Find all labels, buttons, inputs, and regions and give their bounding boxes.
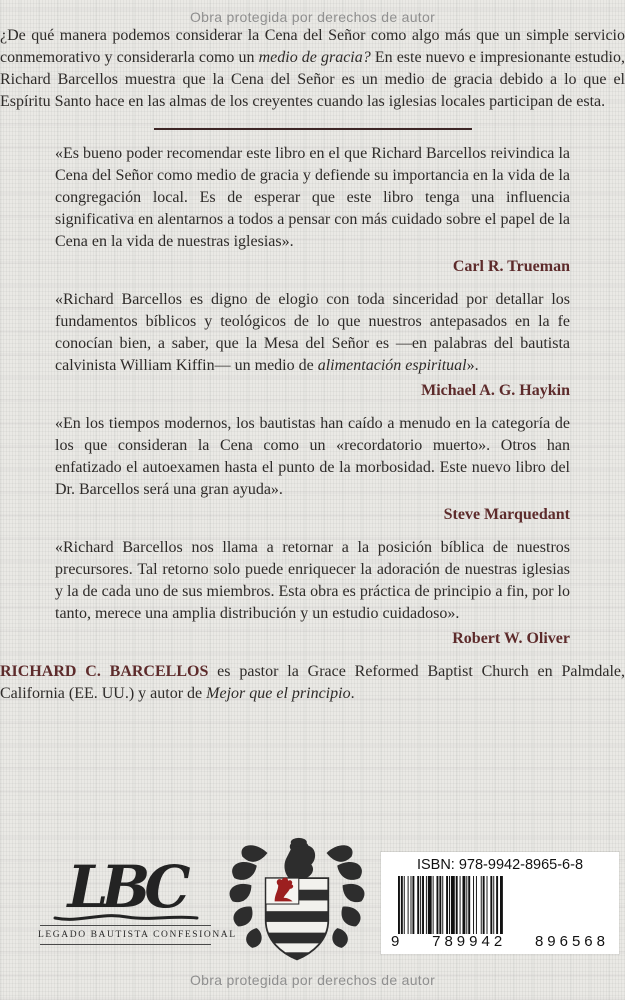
- quote-block-trueman: [55, 143, 570, 278]
- isbn-label: ISBN: 978-9942-8965-6-8: [416, 857, 584, 873]
- quote-block-haykin: [55, 289, 570, 402]
- author-bio: [0, 661, 625, 705]
- lbc-logo-letters: LBC: [67, 853, 184, 921]
- intro-run1: ¿De qué manera podemos considerar la Cena del Señor como algo más que un simple servicio conmemorativo y considerarla como un: [0, 27, 625, 66]
- quote-attribution: Robert W. Oliver: [452, 630, 570, 647]
- author-name: RICHARD C. BARCELLOS: [0, 663, 209, 680]
- barcode-digit-lead: 9: [391, 933, 404, 950]
- publisher-logo: [38, 853, 237, 947]
- barcode-digit-group1: 789942: [432, 933, 507, 950]
- barcode-digit-group2: 896568: [534, 933, 609, 950]
- bio-run1: es pastor la Grace Reformed Baptist Church en Palmdale, California (EE. UU.) y autor de: [0, 663, 625, 702]
- quote-attribution: Michael A. G. Haykin: [421, 382, 570, 399]
- intro-run2: En este nuevo e impresionante estudio, Richard Barcellos muestra que la Cena del Señor es un medio de gracia debido a lo que el Espíritu Santo hace en las almas de los creyentes cuando las iglesias locales participan de esta.: [0, 49, 625, 110]
- quote-run2: ».: [466, 357, 479, 374]
- quote-italic: alimentación espiritual: [317, 357, 467, 374]
- quote-attribution: Steve Marquedant: [443, 506, 570, 523]
- quote-text: [55, 289, 570, 377]
- quote-text: «En los tiempos modernos, los bautistas han caído a menudo en la categoría de los que consideran la Cena como un «recordatorio muerto». Otros han enfatizado el autoexamen hasta el punto de la morbosidad. Este nuevo libro del Dr. Barcellos será una gran ayuda».: [55, 415, 570, 498]
- coat-of-arms-icon: [221, 835, 373, 965]
- quote-block-marquedant: [55, 413, 570, 526]
- barcode-bars-icon: [398, 876, 602, 934]
- section-divider-rule: [154, 128, 472, 130]
- bio-run2: .: [350, 685, 355, 702]
- barcode-digits: [387, 933, 613, 950]
- barcode: [381, 852, 619, 954]
- intro-italic: medio de gracia?: [258, 49, 371, 66]
- quote-text: «Richard Barcellos nos llama a retornar a la posición bíblica de nuestros precursores. Tal retorno solo puede enriquecer la adoración de nuestras iglesias y la de cada uno de sus miembros. Esta obra es práctica de principio a fin, por lo tanto, merece una amplia distribución y un estudio cuidadoso».: [55, 539, 570, 622]
- copyright-banner-top: Obra protegida por derechos de autor: [189, 9, 436, 25]
- copyright-banner-bottom: Obra protegida por derechos de autor: [189, 972, 436, 988]
- quote-run1: «Richard Barcellos es digno de elogio con toda sinceridad por detallar los fundamentos bíblicos y teológicos de lo que nuestros antepasados en la fe conocían bien, a saber, que la Mesa del Señor es —en palabras del bautista calvinista William Kiffin— un medio de: [55, 291, 570, 374]
- quote-text: «Es bueno poder recomendar este libro en el que Richard Barcellos reivindica la Cena del Señor como medio de gracia y defiende su importancia en la vida de la congregación local. Es de esperar que este libro tenga una influencia significativa en alentarnos a todos a pensar con más cuidado sobre el papel de la Cena en la vida de nuestras iglesias».: [55, 145, 570, 250]
- footer-logos-row: [0, 840, 625, 966]
- lbc-rule-top: [40, 925, 211, 926]
- publisher-name: LEGADO BAUTISTA CONFESIONAL: [38, 930, 237, 940]
- lbc-rule-bottom: [40, 944, 211, 945]
- quote-block-oliver: [55, 537, 570, 650]
- bio-italic: Mejor que el principio: [206, 685, 351, 702]
- intro-paragraph: [0, 25, 625, 113]
- quote-attribution: Carl R. Trueman: [452, 258, 570, 275]
